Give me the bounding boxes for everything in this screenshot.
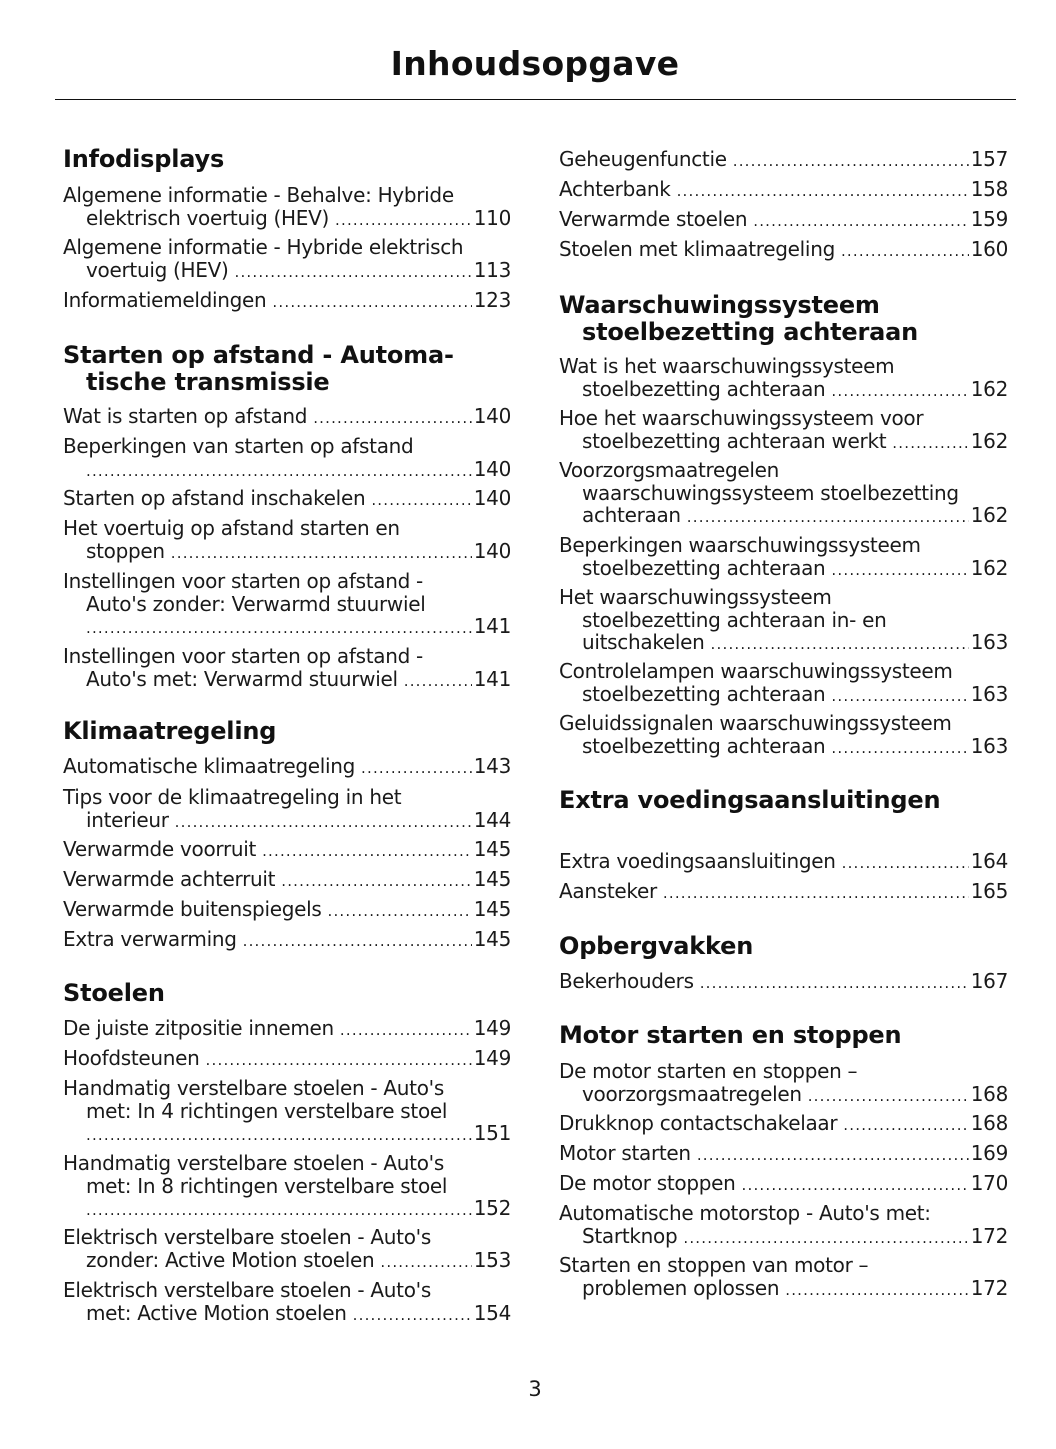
page-ref: 159 xyxy=(970,207,1008,231)
toc-entry[interactable] xyxy=(63,184,511,231)
page-ref: 168 xyxy=(970,1111,1008,1135)
entry-text: Verwarmde voorruit xyxy=(63,837,257,861)
page-ref: 162 xyxy=(970,555,1008,580)
entry-text: Drukknop contactschakelaar xyxy=(559,1111,838,1135)
entry-text: Bekerhouders xyxy=(559,969,694,993)
toc-entry[interactable] xyxy=(63,487,511,512)
page-ref: 141 xyxy=(473,666,511,691)
entry-text: Startknop xyxy=(582,1223,678,1248)
entry-text: Geheugenfunctie xyxy=(559,147,727,171)
page-ref: 140 xyxy=(473,404,511,428)
toc-entry[interactable] xyxy=(63,1152,511,1222)
page-ref: 162 xyxy=(970,376,1008,401)
page-ref: 141 xyxy=(473,614,511,638)
entry-text: Informatiemeldingen xyxy=(63,288,267,312)
section-heading-stoelen: Stoelen xyxy=(63,979,165,1007)
toc-entry[interactable] xyxy=(63,1047,511,1072)
leader-dots xyxy=(697,1144,969,1167)
toc-entry[interactable] xyxy=(63,868,511,893)
section-heading-opbergvakken: Opbergvakken xyxy=(559,932,754,960)
page-ref: 152 xyxy=(473,1196,511,1220)
entry-text: Starten en stoppen van motor – xyxy=(559,1253,869,1277)
leader-dots xyxy=(281,870,471,893)
leader-dots xyxy=(335,209,472,232)
page-ref: 151 xyxy=(473,1121,511,1145)
leader-dots xyxy=(361,757,472,780)
page-ref: 145 xyxy=(473,927,511,951)
page-ref: 162 xyxy=(970,428,1008,453)
leader-dots xyxy=(86,617,472,640)
entry-text: met: Active Motion stoelen xyxy=(86,1300,347,1325)
leader-dots xyxy=(86,460,472,483)
entry-text: Extra voedingsaansluitingen xyxy=(559,849,836,873)
toc-entry[interactable] xyxy=(559,1060,1008,1107)
entry-text: met: In 4 richtingen verstelbare stoel xyxy=(86,1098,448,1123)
toc-entry[interactable] xyxy=(63,898,511,923)
toc-entry[interactable] xyxy=(63,645,511,692)
page-ref: 163 xyxy=(970,733,1008,758)
entry-text: problemen oplossen xyxy=(582,1275,780,1300)
entry-text: waarschuwingssysteem stoelbezetting xyxy=(582,480,959,505)
toc-entry[interactable] xyxy=(63,786,511,833)
entry-text: Automatische motorstop - Auto's met: xyxy=(559,1201,931,1225)
entry-text: stoelbezetting achteraan xyxy=(582,376,826,401)
entry-text: voorzorgsmaatregelen xyxy=(582,1081,802,1106)
toc-entry[interactable] xyxy=(63,755,511,780)
page-ref: 140 xyxy=(473,538,511,563)
toc-entry[interactable] xyxy=(63,1077,511,1147)
entry-text: Wat is starten op afstand xyxy=(63,404,308,428)
page-ref: 165 xyxy=(970,879,1008,903)
entry-text: Algemene informatie - Behalve: Hybride xyxy=(63,183,454,207)
page-ref: 172 xyxy=(970,1223,1008,1248)
toc-entry[interactable] xyxy=(559,1202,1008,1249)
toc-entry[interactable] xyxy=(559,148,1008,173)
entry-text: stoelbezetting achteraan xyxy=(582,555,826,580)
section-heading-klimaatregeling: Klimaatregeling xyxy=(63,717,277,745)
toc-entry[interactable] xyxy=(63,1017,511,1042)
entry-text: stoelbezetting achteraan xyxy=(582,681,826,706)
entry-text: Handmatig verstelbare stoelen - Auto's xyxy=(63,1151,444,1175)
toc-entry[interactable] xyxy=(559,1254,1008,1301)
leader-dots xyxy=(842,852,969,875)
toc-entry[interactable] xyxy=(559,1142,1008,1167)
entry-text: Verwarmde stoelen xyxy=(559,207,748,231)
page-ref: 153 xyxy=(473,1247,511,1272)
toc-entry[interactable] xyxy=(559,407,1008,454)
leader-dots xyxy=(892,432,968,455)
section-heading-starten-op-afstand xyxy=(63,342,511,396)
leader-dots xyxy=(683,1227,968,1250)
entry-text: Extra verwarming xyxy=(63,927,237,951)
leader-dots xyxy=(86,1199,472,1222)
leader-dots xyxy=(753,210,968,233)
page-ref: 164 xyxy=(970,849,1008,873)
entry-text: Tips voor de klimaatregeling in het xyxy=(63,785,402,809)
leader-dots xyxy=(785,1279,968,1302)
toc-entry[interactable] xyxy=(63,405,511,430)
page-ref: 145 xyxy=(473,867,511,891)
heading-line: Starten op afstand - Automa- xyxy=(63,341,454,369)
entry-text: Beperkingen waarschuwingssysteem xyxy=(559,533,921,557)
entry-text: voertuig (HEV) xyxy=(86,257,229,282)
entry-text: Elektrisch verstelbare stoelen - Auto's xyxy=(63,1225,431,1249)
entry-text: Elektrisch verstelbare stoelen - Auto's xyxy=(63,1278,431,1302)
page-ref: 140 xyxy=(473,486,511,510)
entry-text: De motor stoppen xyxy=(559,1171,736,1195)
toc-entry[interactable] xyxy=(559,712,1008,759)
toc-entry[interactable] xyxy=(559,459,1008,529)
entry-text: Achterbank xyxy=(559,177,671,201)
toc-entry[interactable] xyxy=(63,517,511,564)
leader-dots xyxy=(687,506,969,529)
entry-text: zonder: Active Motion stoelen xyxy=(86,1247,375,1272)
leader-dots xyxy=(843,1114,968,1137)
entry-text: Controlelampen waarschuwingssysteem xyxy=(559,659,953,683)
toc-entry[interactable] xyxy=(559,534,1008,581)
page-ref: 167 xyxy=(970,969,1008,993)
page-ref: 143 xyxy=(473,754,511,778)
entry-text: Algemene informatie - Hybride elektrisch xyxy=(63,235,464,259)
leader-dots xyxy=(272,291,471,314)
toc-entry[interactable] xyxy=(559,238,1008,263)
section-heading-extra-voedingsaansluitingen: Extra voedingsaansluitingen xyxy=(559,786,941,814)
page-ref: 113 xyxy=(473,257,511,282)
title-divider xyxy=(55,99,1016,100)
page-ref: 140 xyxy=(473,456,511,481)
entry-text: Verwarmde buitenspiegels xyxy=(63,897,322,921)
entry-text: Wat is het waarschuwingssysteem xyxy=(559,354,895,378)
entry-text: stoelbezetting achteraan in- en xyxy=(582,607,887,632)
leader-dots xyxy=(831,559,968,582)
page-ref: 123 xyxy=(473,288,511,312)
leader-dots xyxy=(831,685,968,708)
entry-text: stoelbezetting achteraan werkt xyxy=(582,428,887,453)
page-ref: 163 xyxy=(970,681,1008,706)
leader-dots xyxy=(841,240,969,263)
heading-line: tische transmissie xyxy=(86,368,330,396)
entry-text: Geluidssignalen waarschuwingssysteem xyxy=(559,711,952,735)
section-heading-motor-starten: Motor starten en stoppen xyxy=(559,1021,902,1049)
toc-entry[interactable] xyxy=(559,850,1008,875)
entry-text: Auto's zonder: Verwarmd stuurwiel xyxy=(86,591,426,616)
entry-text: Verwarmde achterruit xyxy=(63,867,276,891)
leader-dots xyxy=(313,407,472,430)
section-heading-infodisplays: Infodisplays xyxy=(63,145,225,173)
leader-dots xyxy=(206,1049,472,1072)
leader-dots xyxy=(831,737,968,760)
page-ref: 170 xyxy=(970,1171,1008,1195)
toc-entry[interactable] xyxy=(559,586,1008,656)
page-ref: 144 xyxy=(473,807,511,832)
leader-dots xyxy=(86,1124,472,1147)
leader-dots xyxy=(404,670,472,693)
page-ref: 149 xyxy=(473,1016,511,1040)
leader-dots xyxy=(663,882,969,905)
page-number: 3 xyxy=(528,1377,542,1401)
entry-text: Auto's met: Verwarmd stuurwiel xyxy=(86,666,398,691)
entry-text: Het waarschuwingssysteem xyxy=(559,585,832,609)
entry-text: Handmatig verstelbare stoelen - Auto's xyxy=(63,1076,444,1100)
entry-text: Beperkingen van starten op afstand xyxy=(63,434,414,458)
leader-dots xyxy=(808,1085,969,1108)
page-ref: 110 xyxy=(473,205,511,230)
page-ref: 154 xyxy=(473,1300,511,1325)
entry-text: Instellingen voor starten op afstand - xyxy=(63,644,423,668)
entry-text: Stoelen met klimaatregeling xyxy=(559,237,835,261)
toc-entry[interactable] xyxy=(63,435,511,482)
leader-dots xyxy=(243,930,472,953)
leader-dots xyxy=(677,180,969,203)
leader-dots xyxy=(380,1251,471,1274)
page-ref: 149 xyxy=(473,1046,511,1070)
page-ref: 157 xyxy=(970,147,1008,171)
page-ref: 172 xyxy=(970,1275,1008,1300)
page-ref: 158 xyxy=(970,177,1008,201)
leader-dots xyxy=(711,633,969,656)
leader-dots xyxy=(353,1304,472,1327)
toc-entry[interactable] xyxy=(559,970,1008,995)
toc-entry[interactable] xyxy=(63,838,511,863)
heading-line: Waarschuwingssysteem xyxy=(559,291,880,319)
leader-dots xyxy=(733,150,969,173)
entry-text: Hoofdsteunen xyxy=(63,1046,200,1070)
leader-dots xyxy=(262,840,472,863)
toc-entry[interactable] xyxy=(63,236,511,283)
toc-entry[interactable] xyxy=(63,1226,511,1273)
toc-entry[interactable] xyxy=(559,1172,1008,1197)
page-ref: 162 xyxy=(970,503,1008,527)
entry-text: elektrisch voertuig (HEV) xyxy=(86,205,330,230)
toc-entry[interactable] xyxy=(559,880,1008,905)
entry-text: Hoe het waarschuwingssysteem voor xyxy=(559,406,924,430)
entry-text: De juiste zitpositie innemen xyxy=(63,1016,334,1040)
toc-entry[interactable] xyxy=(63,570,511,640)
entry-text: De motor starten en stoppen – xyxy=(559,1059,858,1083)
leader-dots xyxy=(327,900,471,923)
entry-text: Aansteker xyxy=(559,879,657,903)
leader-dots xyxy=(235,261,472,284)
page-ref: 169 xyxy=(970,1141,1008,1165)
page-ref: 145 xyxy=(473,897,511,921)
toc-entry[interactable] xyxy=(559,1112,1008,1137)
entry-text: stoppen xyxy=(86,538,165,563)
entry-text: Voorzorgsmaatregelen xyxy=(559,458,780,482)
section-heading-waarschuwingssysteem xyxy=(559,292,1008,346)
leader-dots xyxy=(831,380,968,403)
toc-entry[interactable] xyxy=(559,208,1008,233)
toc-entry[interactable] xyxy=(63,928,511,953)
entry-text: met: In 8 richtingen verstelbare stoel xyxy=(86,1173,448,1198)
entry-text: Het voertuig op afstand starten en xyxy=(63,516,400,540)
page-ref: 168 xyxy=(970,1081,1008,1106)
toc-entry[interactable] xyxy=(559,660,1008,707)
page-ref: 145 xyxy=(473,837,511,861)
toc-entry[interactable] xyxy=(559,178,1008,203)
toc-entry[interactable] xyxy=(63,289,511,314)
leader-dots xyxy=(175,811,472,834)
entry-text: achteraan xyxy=(582,503,681,527)
leader-dots xyxy=(700,972,969,995)
entry-text: stoelbezetting achteraan xyxy=(582,733,826,758)
entry-text: Automatische klimaatregeling xyxy=(63,754,356,778)
page-ref: 163 xyxy=(970,630,1008,654)
entry-text: interieur xyxy=(86,807,169,832)
leader-dots xyxy=(742,1174,969,1197)
entry-text: Instellingen voor starten op afstand - xyxy=(63,569,423,593)
toc-entry[interactable] xyxy=(559,355,1008,402)
entry-text: Motor starten xyxy=(559,1141,691,1165)
leader-dots xyxy=(340,1019,472,1042)
page-ref: 160 xyxy=(970,237,1008,261)
page-title: Inhoudsopgave xyxy=(390,44,680,83)
entry-text: Starten op afstand inschakelen xyxy=(63,486,366,510)
toc-entry[interactable] xyxy=(63,1279,511,1326)
heading-line: stoelbezetting achteraan xyxy=(582,318,919,346)
entry-text: uitschakelen xyxy=(582,630,705,654)
leader-dots xyxy=(371,489,471,512)
leader-dots xyxy=(171,542,472,565)
